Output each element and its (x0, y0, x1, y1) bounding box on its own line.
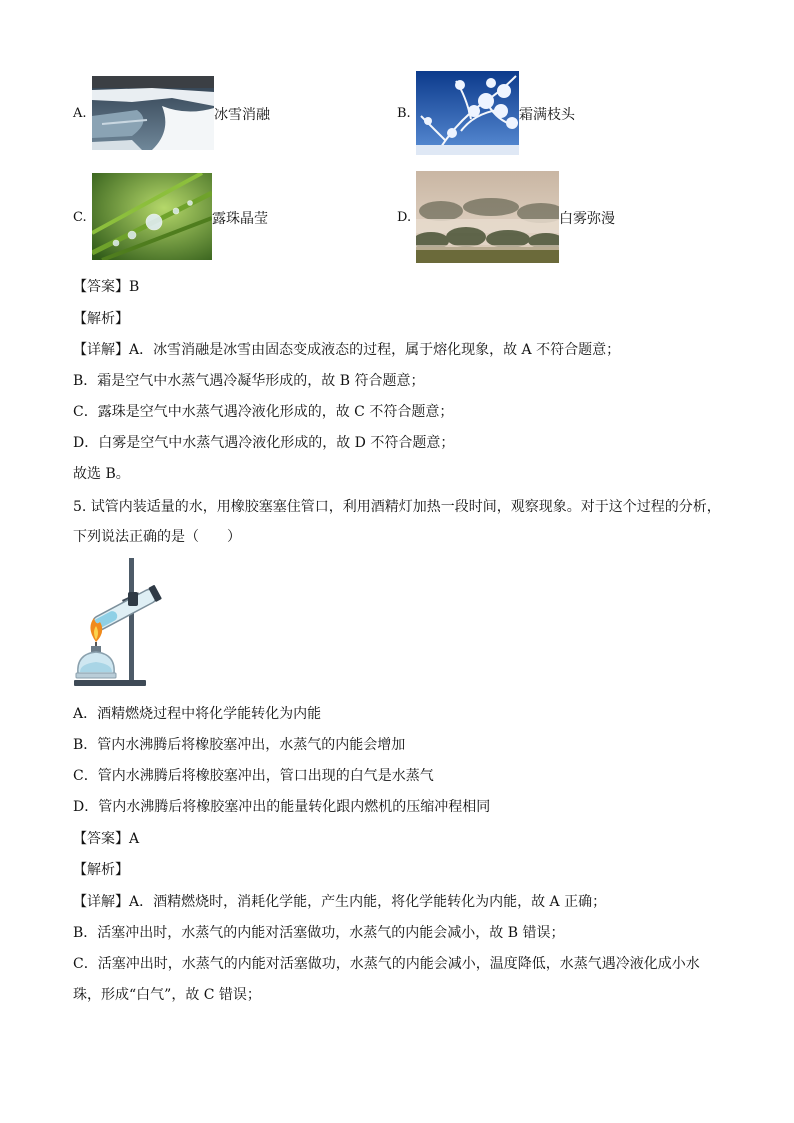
q4-detail-line: B．霜是空气中水蒸气遇冷凝华形成的，故 B 符合题意； (73, 373, 425, 389)
q5-detail-line: 珠，形成“白气”，故 C 错误； (73, 987, 261, 1003)
option-b-caption: 霜满枝头 (519, 107, 575, 123)
dew-drops-image (92, 173, 212, 260)
q5-option-d: D．管内水沸腾后将橡胶塞冲出的能量转化跟内燃机的压缩冲程相同 (73, 799, 491, 815)
option-c-letter: C. (73, 210, 87, 225)
option-d-letter: D. (397, 210, 412, 225)
q4-detail-line: 【详解】A．冰雪消融是冰雪由固态变成液态的过程，属于熔化现象，故 A 不符合题意； (73, 342, 621, 358)
q4-answer: 【答案】B (73, 279, 140, 295)
q5-option-a: A．酒精燃烧过程中将化学能转化为内能 (73, 706, 322, 722)
option-a-caption: 冰雪消融 (214, 107, 270, 123)
fog-forest-image (416, 171, 559, 263)
q5-analysis-heading: 【解析】 (73, 862, 129, 878)
ice-melting-image (92, 76, 214, 150)
q5-option-b: B．管内水沸腾后将橡胶塞冲出，水蒸气的内能会增加 (73, 737, 406, 753)
q4-analysis-heading: 【解析】 (73, 311, 129, 327)
q4-detail-line: D．白雾是空气中水蒸气遇冷液化形成的，故 D 不符合题意； (73, 435, 455, 451)
option-d-caption: 白雾弥漫 (559, 211, 615, 227)
test-tube-heating-figure (72, 556, 168, 688)
q5-detail-line: 【详解】A．酒精燃烧时，消耗化学能，产生内能，将化学能转化为内能，故 A 正确； (73, 894, 607, 910)
q5-detail-line: C．活塞冲出时，水蒸气的内能对活塞做功，水蒸气的内能会减小，温度降低，水蒸气遇冷液化成小水 (73, 956, 700, 972)
q5-option-c: C．管内水沸腾后将橡胶塞冲出，管口出现的白气是水蒸气 (73, 768, 434, 784)
option-c-caption: 露珠晶莹 (212, 211, 268, 227)
q5-answer: 【答案】A (73, 831, 140, 847)
option-a-letter: A. (73, 106, 87, 121)
q5-stem: 下列说法正确的是（ ） (73, 529, 241, 545)
frost-branches-image (416, 71, 519, 155)
q4-detail-line: 故选 B。 (73, 466, 130, 482)
q4-detail-line: C．露珠是空气中水蒸气遇冷液化形成的，故 C 不符合题意； (73, 404, 454, 420)
option-b-letter: B. (397, 106, 411, 121)
q5-stem: 5. 试管内装适量的水，用橡胶塞塞住管口，利用酒精灯加热一段时间，观察现象。对于这个过程的分析， (73, 499, 721, 515)
q5-detail-line: B．活塞冲出时，水蒸气的内能对活塞做功，水蒸气的内能会减小，故 B 错误； (73, 925, 565, 941)
